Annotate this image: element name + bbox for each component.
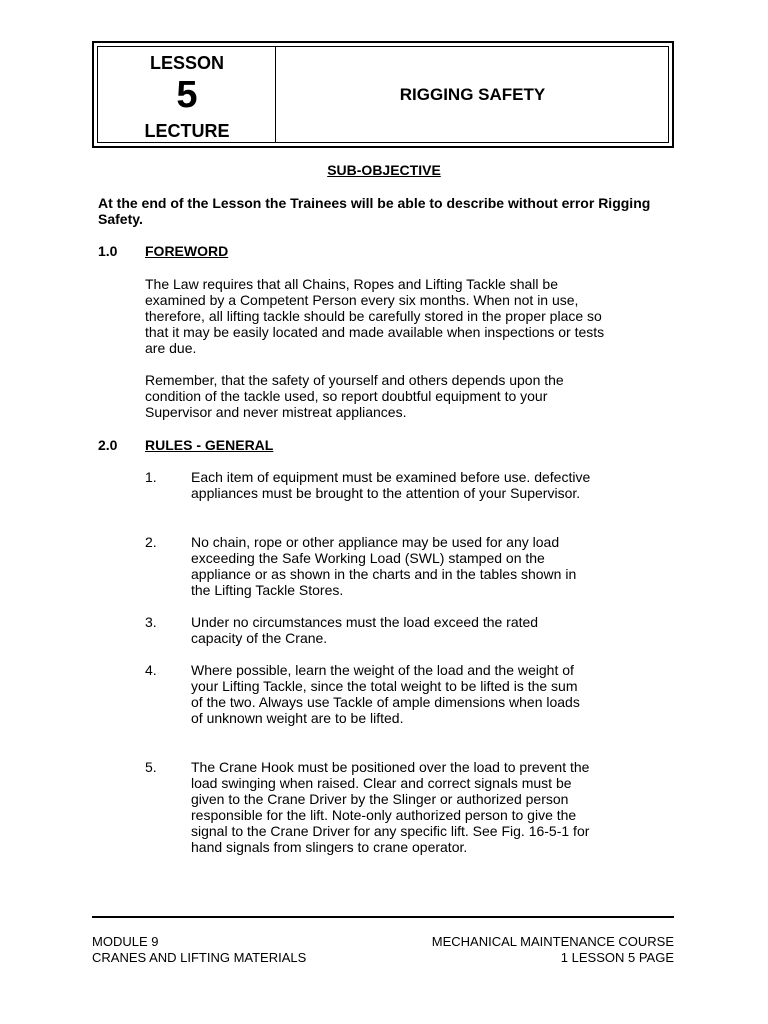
header-inner-frame <box>97 46 669 143</box>
paragraph: Remember, that the safety of yourself and others depends upon the condition of the tackle used, so report doubtful equipment to your Supervisor and never mistreat appliances. <box>145 372 564 420</box>
list-item-number: 1. <box>145 469 157 485</box>
list-item-text: Where possible, learn the weight of the load and the weight of your Lifting Tackle, since the total weight to be lifted is the sum of the two. Always use Tackle of ample dimensions when loads of unknown weight are to be lifted. <box>191 662 580 726</box>
footer-course: MECHANICAL MAINTENANCE COURSE <box>431 934 674 949</box>
list-item-number: 3. <box>145 614 157 630</box>
section-number: 2.0 <box>98 437 118 453</box>
lesson-title: RIGGING SAFETY <box>399 84 546 104</box>
lesson-cell <box>98 47 276 142</box>
section-title: RULES - GENERAL <box>145 437 274 453</box>
footer-rule <box>92 916 674 918</box>
title-cell <box>277 47 668 142</box>
sub-objective-text: At the end of the Lesson the Trainees will be able to describe without error Rigging Safety. <box>98 195 651 227</box>
list-item-number: 2. <box>145 534 157 550</box>
footer-left <box>92 934 306 966</box>
sub-objective-heading: SUB-OBJECTIVE <box>327 162 441 178</box>
list-item-number: 5. <box>145 759 157 775</box>
lesson-header-box <box>92 41 674 148</box>
footer-page: 1 LESSON 5 PAGE <box>560 950 674 965</box>
lesson-number: 5 <box>176 74 198 116</box>
footer-module: MODULE 9 <box>92 934 159 949</box>
section-title: FOREWORD <box>145 243 229 259</box>
list-item-number: 4. <box>145 662 157 678</box>
list-item-text: No chain, rope or other appliance may be used for any load exceeding the Safe Working Load (SWL) stamped on the appliance or as shown in the charts and in the tables shown in the Lifting Tackle Stores. <box>191 534 577 598</box>
list-item-text: Under no circumstances must the load exceed the rated capacity of the Crane. <box>191 614 539 646</box>
list-item-text: The Crane Hook must be positioned over the load to prevent the load swinging when raised. Clear and correct signals must be given to the Crane Driver by the Slinger or authorized person responsible for the lift. Note-only authorized person to give the signal to the Crane Driver for any specific lift. See Fig. 16-5-1 for hand signals from slingers to crane operator. <box>191 759 590 855</box>
section-number: 1.0 <box>98 243 118 259</box>
paragraph: The Law requires that all Chains, Ropes and Lifting Tackle shall be examined by a Competent Person every six months. When not in use, therefore, all lifting tackle should be carefully stored in the proper place so that it may be easily located and made available when inspections or tests are due. <box>145 276 605 356</box>
lecture-label: LECTURE <box>144 121 230 141</box>
header-divider <box>275 47 276 142</box>
lesson-label: LESSON <box>149 53 224 73</box>
list-item-text: Each item of equipment must be examined before use. defective appliances must be brought to the attention of your Supervisor. <box>191 469 591 501</box>
footer-module-title: CRANES AND LIFTING MATERIALS <box>92 950 307 965</box>
footer-right <box>432 934 674 966</box>
